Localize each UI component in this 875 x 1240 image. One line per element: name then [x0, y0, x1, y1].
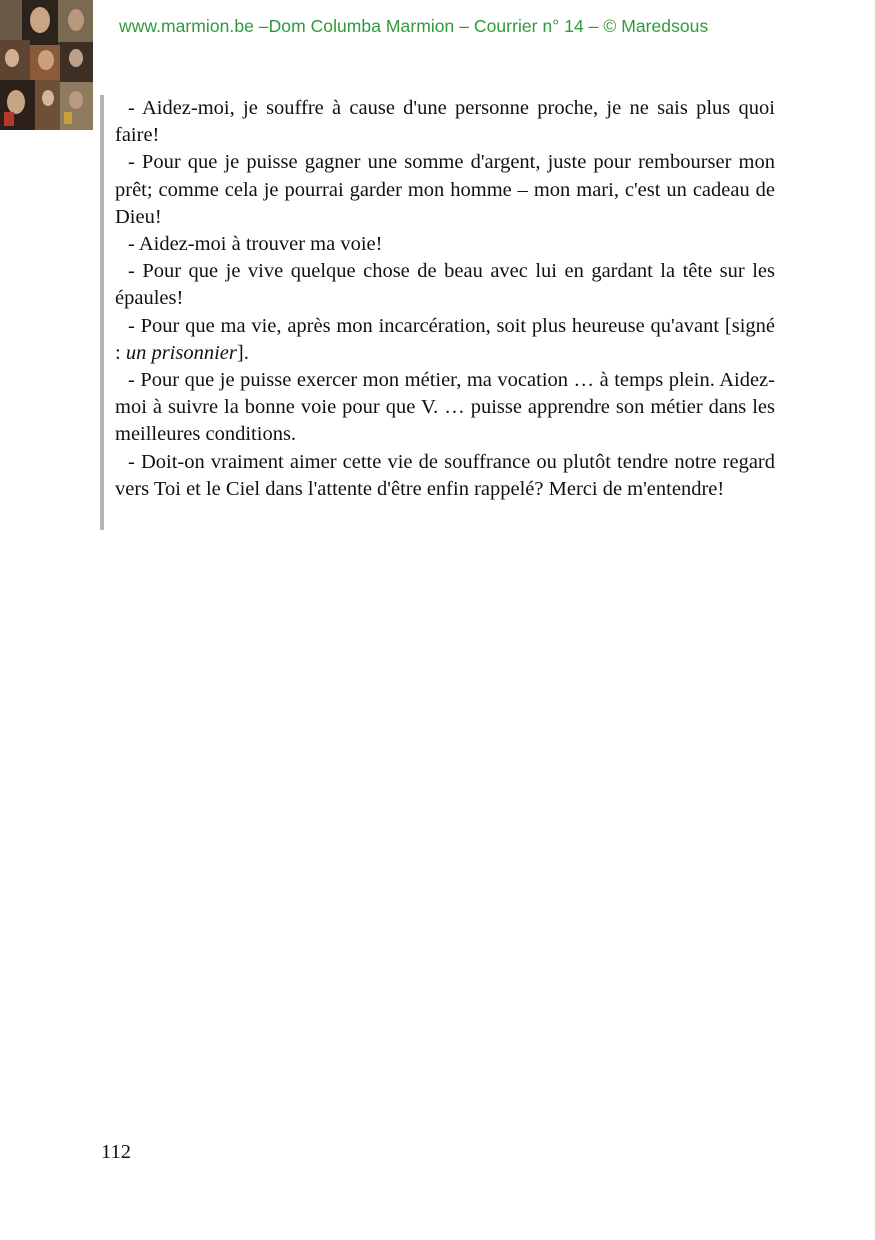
paragraph: - Doit-on vraiment aimer cette vie de souffrance ou plutôt tendre notre regard vers Toi et le Ciel dans l'attente d'être enfin rappelé? Merci de m'entendre!: [115, 450, 775, 500]
header-source-line: www.marmion.be –Dom Columba Marmion – Courrier n° 14 – © Maredsous: [119, 16, 709, 36]
quote-sidebar-bar: [100, 95, 104, 530]
paragraph-text: - Pour que ma vie, après mon incarcération, soit plus heureuse qu'avant [signé :: [115, 314, 775, 364]
paragraph: - Aidez-moi à trouver ma voie!: [128, 233, 383, 256]
paragraph: - Pour que je vive quelque chose de beau avec lui en gardant la tête sur les épaules!: [115, 260, 775, 310]
signature-italic: un prisonnier: [125, 341, 237, 364]
portrait-collage-image: [0, 0, 93, 130]
page-number: 112: [101, 1141, 131, 1163]
paragraph-text: ].: [236, 341, 249, 364]
paragraph: - Pour que je puisse exercer mon métier, ma vocation … à temps plein. Aidez-moi à suivre la bonne voie pour que V. … puisse apprendre son métier dans les meilleures conditions.: [115, 369, 775, 446]
paragraph: [115, 313, 775, 367]
paragraph: - Pour que je puisse gagner une somme d'argent, juste pour rembourser mon prêt; comme cela je pourrai garder mon homme – mon mari, c'est un cadeau de Dieu!: [115, 151, 775, 228]
paragraph: - Aidez-moi, je souffre à cause d'une personne proche, je ne sais plus quoi faire!: [115, 97, 775, 147]
body-text: [115, 95, 775, 503]
